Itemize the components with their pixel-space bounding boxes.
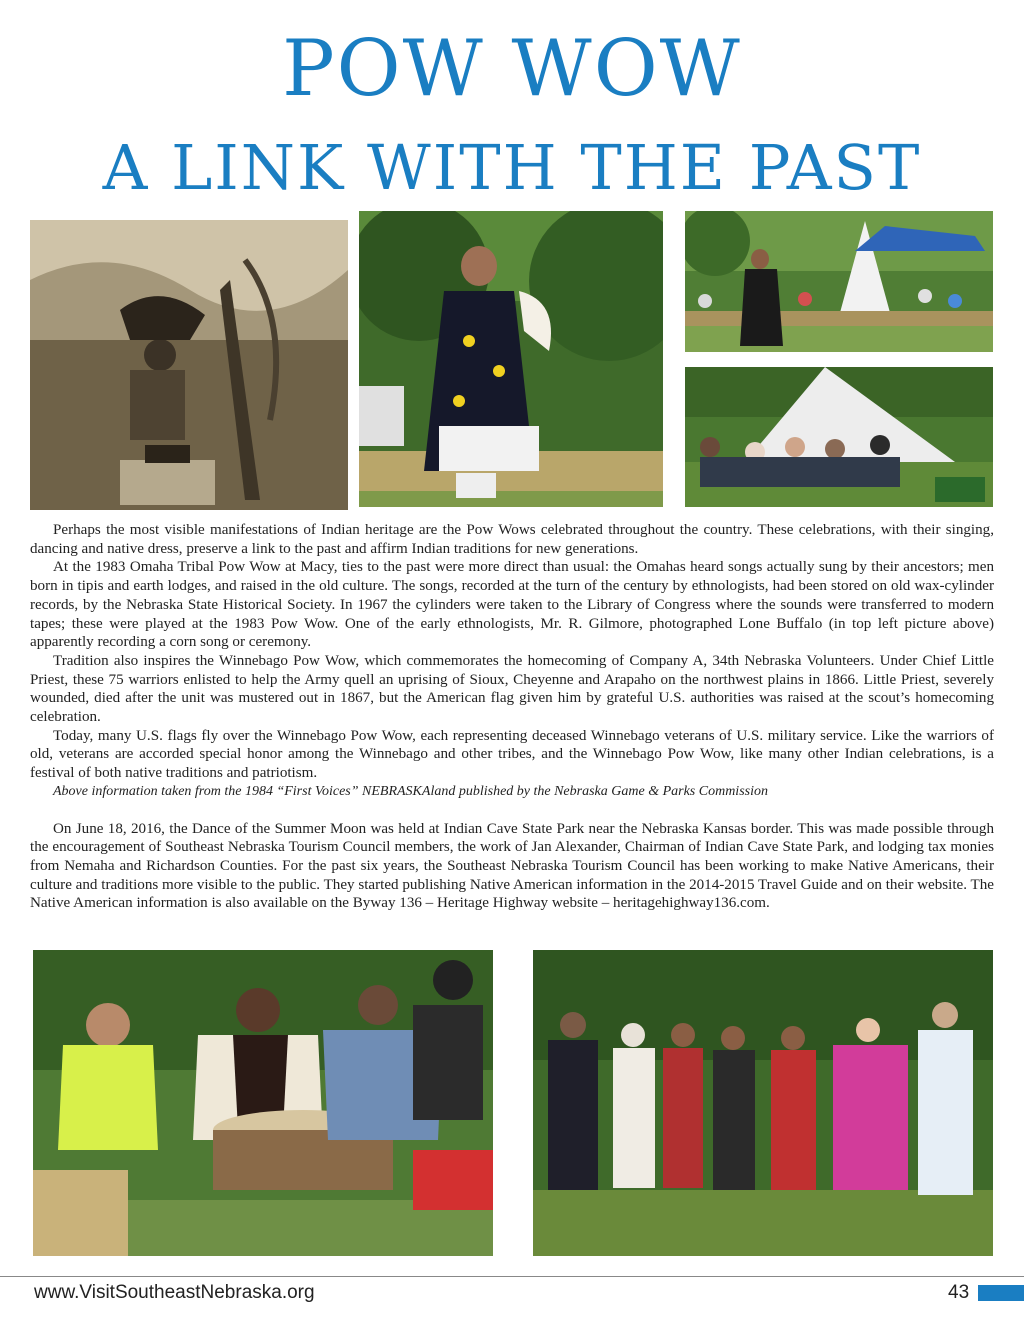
footer-website-url[interactable]: www.VisitSoutheastNebraska.org [34, 1282, 315, 1303]
sepia-photo-icon [30, 220, 348, 510]
article-paragraph-4: Today, many U.S. flags fly over the Winnebago Pow Wow, each representing deceased Winnebago veterans of U.S. military service. Like the warriors of old, veterans are accorded special honor among the Winnebago and other tribes, and the Winnebago Pow Wow, like many other Indian celebrations, is a festival of both native traditions and patriotism. [30, 727, 994, 782]
photo-icon [685, 211, 993, 352]
article-credit: Above information taken from the 1984 “First Voices” NEBRASKAland published by the Nebraska Game & Parks Commission [53, 783, 768, 799]
photo-lone-buffalo [30, 220, 348, 510]
photo-drum-circle [33, 950, 493, 1256]
photo-tipi-crowd [685, 367, 993, 507]
page-number: 43 [948, 1282, 970, 1303]
photo-woman-dancer [359, 211, 663, 507]
article-body [30, 521, 994, 913]
paragraph-gap [30, 802, 994, 820]
article-paragraph-2: At the 1983 Omaha Tribal Pow Wow at Macy, ties to the past were more direct than usual: the Omahas heard songs actually sung by their ancestors; men born in tipis and earth lodges, and raised in the old culture. The songs, recorded at the turn of the century by ethnologists, had been stored on old wax-cylinder records, by the Nebraska State Historical Society. In 1967 the cylinders were taken to the Library of Congress where the sounds were transferred to modern tapes; these were played at the 1983 Pow Wow. One of the early ethnologists, Mr. R. Gilmore, photographed Lone Buffalo (in top left picture above) apparently recording a corn song or ceremony. [30, 559, 994, 651]
footer-divider [0, 1276, 1024, 1277]
article-paragraph-3: Tradition also inspires the Winnebago Pow Wow, which commemorates the homecoming of Company A, 34th Nebraska Volunteers. Under Chief Little Priest, these 75 warriors enlisted to help the Army quell an uprising of Sioux, Cheyenne and Arapaho on the northwest plains in 1866. Little Priest, severely wounded, died after the unit was mustered out in 1867, but the American flag given him by grateful U.S. authorities was raised at the scout’s homecoming celebration. [30, 652, 994, 726]
page-accent-bar [978, 1285, 1024, 1301]
page-subtitle: A LINK WITH THE PAST [102, 131, 922, 204]
photo-icon [33, 950, 493, 1256]
photo-icon [685, 367, 993, 507]
photo-icon [359, 211, 663, 507]
article-paragraph-1: Perhaps the most visible manifestations of Indian heritage are the Pow Wows celebrated throughout the country. These celebrations, with their singing, dancing and native dress, preserve a link to the past and affirm Indian traditions for new generations. [30, 522, 994, 557]
photo-dancer-tent [685, 211, 993, 352]
page-title: POW WOW [282, 24, 742, 114]
photo-dancers-lineup [533, 950, 993, 1256]
article-paragraph-2016: On June 18, 2016, the Dance of the Summer Moon was held at Indian Cave State Park near the Nebraska Kansas border. This was made possible through the encouragement of Southeast Nebraska Tourism Council members, the work of Jan Alexander, Chairman of Indian Cave State Park, and lodging tax monies from Nemaha and Richardson Counties. For the past six years, the Southeast Nebraska Tourism Council has been working to make Native Americans, their culture and traditions more visible to the public. They started publishing Native American information in the 2014-2015 Travel Guide and on their website. The Native American information is also available on the Byway 136 – Heritage Highway website – heritagehighway136.com. [30, 820, 994, 912]
photo-icon [533, 950, 993, 1256]
